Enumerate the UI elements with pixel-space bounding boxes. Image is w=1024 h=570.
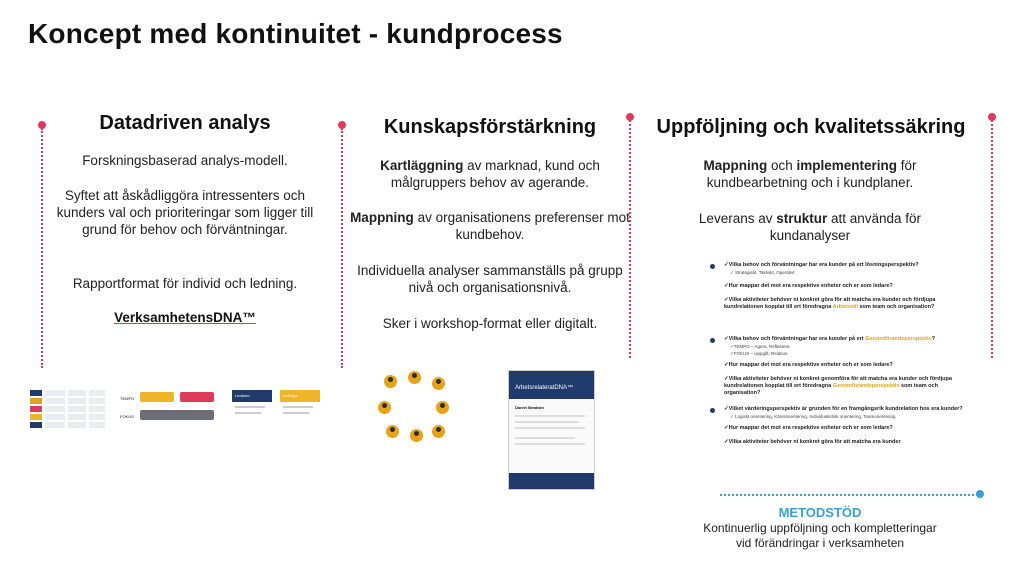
- col1-p2: Syftet att åskådliggöra intressenters och kunders val och prioriteringar som ligger till grund för behov och förväntningar.: [56, 188, 314, 237]
- g1-q1: ✓Vilka behov och förväntningar har era kunder på ert lösningsperspektiv?: [724, 262, 919, 268]
- g1-q3a: ✓Vilka aktiviteter behöver ni konkret göra för att matcha era kunder och fördjupa kundrelationen kopplat till ert föredragna: [724, 297, 936, 310]
- leader-label: Ledaren: [235, 393, 250, 398]
- person-icon: [410, 429, 423, 442]
- tempo-label: TEMPO: [120, 396, 135, 401]
- leader-card-thumbnail: [232, 390, 272, 430]
- g2-q1b: ?: [931, 336, 936, 342]
- g3-q2: ✓Hur mappar det mot era respektive enheter och er som ledare?: [724, 425, 893, 431]
- g1-s1: ✓ Strategiskt, Taktiskt, Operativt: [730, 270, 795, 275]
- table-thumbnail: [30, 390, 106, 430]
- g1-q2: ✓Hur mappar det mot era respektive enheter och er som ledare?: [724, 283, 893, 289]
- g2-q3: [724, 376, 964, 397]
- question-group-3: [724, 406, 964, 446]
- separator-line-4: [991, 120, 993, 358]
- bullet-icon: [710, 408, 715, 413]
- question-group-2: [724, 336, 964, 397]
- fokus-label: FOKUS: [120, 414, 134, 419]
- col2-p2-bold: Mappning: [350, 210, 414, 225]
- person-icon: [384, 375, 397, 388]
- person-icon: [408, 371, 421, 384]
- col1-p3: Rapportformat för individ och ledning.: [72, 276, 298, 291]
- col2-p3: Individuella analyser sammanställs på grupp nivå och organisationsnivå.: [357, 263, 623, 295]
- col1-p1: Forskningsbaserad analys-modell.: [82, 153, 288, 168]
- verksamhetens-dna-brand: VerksamhetensDNA™: [114, 310, 256, 325]
- g2-q1a: ✓Vilka behov och förväntningar har era kunder på ert: [724, 336, 866, 342]
- col1-heading: Datadriven analys: [99, 112, 271, 134]
- col2-p2-rest: av organisationens preferenser mot kundbehov.: [413, 210, 630, 242]
- g1-q3b: som team och organisation?: [857, 304, 935, 310]
- col3-p2-bold: struktur: [776, 211, 828, 226]
- g1-q3h: Arbetsstil: [832, 304, 858, 310]
- col3-p1-mid: och: [767, 158, 797, 173]
- col3-p1: [660, 157, 960, 191]
- g3-s1: ✓ Logiskt orientering, Känslorientering, Individualistisk orientering, Teamorientering: [730, 414, 896, 419]
- person-icon: [386, 425, 399, 438]
- col2-p1-bold: Kartläggning: [380, 158, 464, 173]
- tempo-fokus-thumbnail: [120, 390, 220, 430]
- metodstod-label: METODSTÖD: [778, 505, 862, 520]
- col2-p1-rest: av marknad, kund och målgruppers behov av agerande.: [390, 158, 600, 190]
- g2-s1: ✓TEMPO – Agera, Reflektera: [730, 344, 790, 349]
- g2-q3b: som team och organisation?: [724, 383, 938, 396]
- group-circle-illustration: [378, 373, 450, 443]
- question-group-1: [724, 262, 964, 311]
- g2-s2: ✓FOKUS – Uppgift, Relation: [730, 351, 788, 356]
- g2-q1h: Genomförandeperspektiv: [865, 336, 932, 342]
- team-label: Kollegor: [283, 393, 298, 398]
- doc-title: ArbetsrelateratDNA™: [515, 385, 574, 391]
- col3-p1-bold2: implementering: [796, 158, 898, 173]
- g1-q3: [724, 297, 964, 311]
- col3-p2-pre: Leverans av: [698, 211, 777, 226]
- bullet-icon: [710, 338, 715, 343]
- g2-q1: [724, 336, 964, 343]
- bullet-icon: [710, 264, 715, 269]
- separator-line-1: [41, 128, 43, 368]
- person-icon: [432, 377, 445, 390]
- page-title: Koncept med kontinuitet - kundprocess: [28, 18, 563, 49]
- g2-q3a: ✓Vilka aktiviteter behöver ni konkret genomföra för att matcha era kunder och fördjupa kundrelationen kopplat till ert föredragna: [724, 376, 952, 389]
- metodstod-text-2: vid förändringar i verksamheten: [735, 536, 905, 550]
- person-icon: [378, 401, 391, 414]
- g3-q1: ✓Vilket värderingsperspektiv är grunden för en framgångsrik kundrelation hos era kunder?: [724, 406, 963, 412]
- col2-p2: [350, 209, 630, 243]
- person-icon: [432, 425, 445, 438]
- report-document-thumbnail: [508, 370, 595, 490]
- g2-q3h: Genomförandeperspektiv: [832, 383, 900, 389]
- metod-dotted-line: [720, 494, 978, 496]
- team-card-thumbnail: [280, 390, 320, 430]
- col3-p1-bold1: Mappning: [703, 158, 768, 173]
- metodstod-text-1: Kontinuerlig uppföljning och kompletteringar: [703, 521, 937, 535]
- g3-q3: ✓Vilka aktiviteter behöver ni konkret göra för att matcha era kunder: [724, 439, 901, 445]
- col3-heading: Uppföljning och kvalitetssäkring: [656, 116, 966, 138]
- col3-p2-rest: att använda för kundanalyser: [769, 211, 922, 243]
- metod-dot: [976, 490, 984, 498]
- col2-p1: [350, 157, 630, 191]
- doc-name: Daniel Bradwin: [515, 405, 544, 410]
- col2-heading: Kunskapsförstärkning: [383, 116, 597, 138]
- g2-q2: ✓Hur mappar det mot era respektive enheter och er som ledare?: [724, 362, 893, 368]
- col3-p2: [660, 210, 960, 244]
- separator-line-2: [341, 128, 343, 368]
- person-icon: [436, 401, 449, 414]
- col3-p1-rest: för kundbearbetning och i kundplaner.: [706, 158, 917, 190]
- col2-p4: Sker i workshop-format eller digitalt.: [382, 316, 598, 331]
